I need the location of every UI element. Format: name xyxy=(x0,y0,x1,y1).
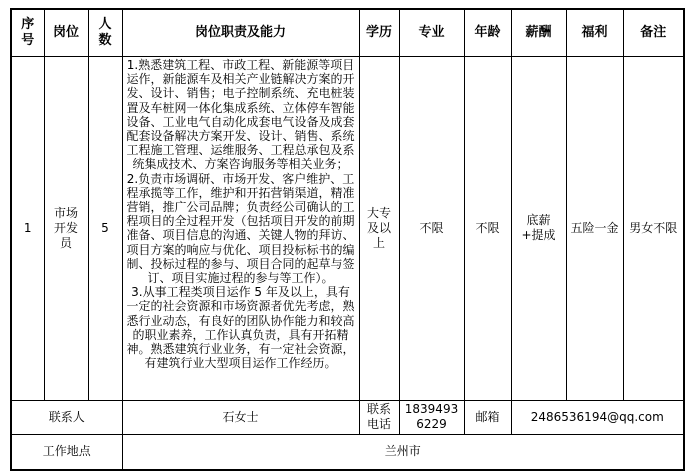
job-duties-text xyxy=(127,58,355,398)
recruitment-table xyxy=(10,8,685,471)
header-row xyxy=(11,9,684,56)
job-duty-paragraph-2: 2.负责市场调研、市场开发、客户维护、工程承揽等工作，维护和开拓营销渠道，精准营销，推广公司品牌；负责经公司确认的工程项目的全过程开发（包括项目开发的前期准备、项目信息的沟通、关键人物的拜访、项目方案的响应与优化、项目投标标书的编制、投标过程的参与、项目合同的起草与签订、项目实施过程的参与等工作）。 xyxy=(126,171,355,286)
col-header-position: 岗位 xyxy=(44,9,88,56)
col-header-seq: 序号 xyxy=(11,9,44,56)
contact-person-label: 联系人 xyxy=(11,400,122,434)
job-duties-cell xyxy=(122,56,359,400)
location-value: 兰州市 xyxy=(122,434,684,470)
contact-email-label: 邮箱 xyxy=(464,400,511,434)
col-header-education: 学历 xyxy=(359,9,399,56)
contact-email-value: 2486536194@qq.com xyxy=(511,400,684,434)
contact-person-value: 石女士 xyxy=(122,400,359,434)
job-duty-paragraph-1: 1.熟悉建筑工程、市政工程、新能源等项目运作，新能源车及相关产业链解决方案的开发、设计、销售；电子控制系统、充电桩装置及车桩网一体化集成系统、立体停车智能设备、工业电气自动化成套电气设备及成套配套设备解决方案开发、设计、销售、系统工程施工管理、运维服务、工程总承包及系统集成技术、方案咨询服务等相关业务； xyxy=(126,58,355,172)
col-header-note: 备注 xyxy=(623,9,684,56)
job-seq-cell: 1 xyxy=(11,56,44,400)
col-header-duties: 岗位职责及能力 xyxy=(122,9,359,56)
location-row xyxy=(11,434,684,470)
job-duty-paragraph-3: 3.从事工程类项目运作 5 年及以上，具有一定的社会资源和市场资源者优先考虑，熟悉行业动态，有良好的团队协作能力和较高的职业素养，工作认真负责，具有开拓精神。熟悉建筑行业业务，有一定社会资源，有建筑行业大型项目运作工作经历。 xyxy=(126,285,355,371)
job-salary-cell: 底薪+提成 xyxy=(511,56,566,400)
job-note-cell: 男女不限 xyxy=(623,56,684,400)
col-header-age: 年龄 xyxy=(464,9,511,56)
job-row xyxy=(11,56,684,400)
job-benefits-cell: 五险一金 xyxy=(566,56,623,400)
job-headcount-cell: 5 xyxy=(88,56,122,400)
job-education-cell: 大专及以上 xyxy=(359,56,399,400)
col-header-headcount: 人数 xyxy=(88,9,122,56)
contact-phone-label: 联系电话 xyxy=(359,400,399,434)
location-label: 工作地点 xyxy=(11,434,122,470)
col-header-major: 专业 xyxy=(399,9,464,56)
job-major-cell: 不限 xyxy=(399,56,464,400)
col-header-benefits: 福利 xyxy=(566,9,623,56)
contact-phone-value: 18394936229 xyxy=(399,400,464,434)
col-header-salary: 薪酬 xyxy=(511,9,566,56)
job-age-cell: 不限 xyxy=(464,56,511,400)
contact-row xyxy=(11,400,684,434)
job-position-cell: 市场开发员 xyxy=(44,56,88,400)
